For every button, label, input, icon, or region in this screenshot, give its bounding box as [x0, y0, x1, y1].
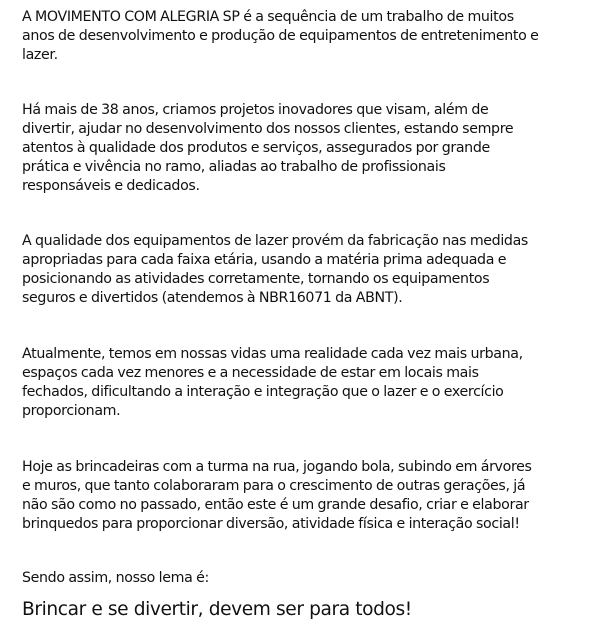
text-line: não são como no passado, então este é um grande desafio, criar e elaborar [22, 497, 529, 513]
paragraph-history [22, 101, 594, 196]
text-line: Há mais de 38 anos, criamos projetos inovadores que visam, além de [22, 102, 489, 118]
motto-heading: Brincar e se divertir, devem ser para todos! [22, 599, 412, 620]
text-line: atentos à qualidade dos produtos e serviços, assegurados por grande [22, 140, 490, 156]
text-line: divertir, ajudar no desenvolvimento dos nossos clientes, estando sempre [22, 121, 514, 137]
text-line: Atualmente, temos em nossas vidas uma realidade cada vez mais urbana, [22, 346, 523, 362]
paragraph-urban-reality [22, 345, 594, 421]
text-line: prática e vivência no ramo, aliadas ao trabalho de profissionais [22, 159, 446, 175]
text-line: responsáveis e dedicados. [22, 178, 200, 194]
text-line: apropriadas para cada faixa etária, usando a matéria prima adequada e [22, 252, 507, 268]
text-line: fechados, dificultando a interação e integração que o lazer e o exercício [22, 384, 504, 400]
text-line: Hoje as brincadeiras com a turma na rua, jogando bola, subindo em árvores [22, 459, 532, 475]
paragraph-challenge [22, 458, 594, 534]
text-line: espaços cada vez menores e a necessidade de estar em locais mais [22, 365, 479, 381]
text-line: seguros e divertidos (atendemos à NBR16071 da ABNT). [22, 290, 403, 306]
text-line: anos de desenvolvimento e produção de equipamentos de entretenimento e [22, 28, 539, 44]
text-line: Sendo assim, nosso lema é: [22, 570, 209, 586]
paragraph-intro [22, 8, 594, 65]
text-line: A MOVIMENTO COM ALEGRIA SP é a sequência de um trabalho de muitos [22, 9, 514, 25]
text-line: A qualidade dos equipamentos de lazer provém da fabricação nas medidas [22, 233, 528, 249]
text-line: proporcionam. [22, 403, 121, 419]
text-line: lazer. [22, 47, 58, 63]
text-line: brinquedos para proporcionar diversão, atividade física e interação social! [22, 516, 520, 532]
motto-lead-in [22, 569, 594, 588]
text-line: posicionando as atividades corretamente, tornando os equipamentos [22, 271, 490, 287]
text-line: e muros, que tanto colaboraram para o crescimento de outras gerações, já [22, 478, 526, 494]
paragraph-quality [22, 232, 594, 308]
